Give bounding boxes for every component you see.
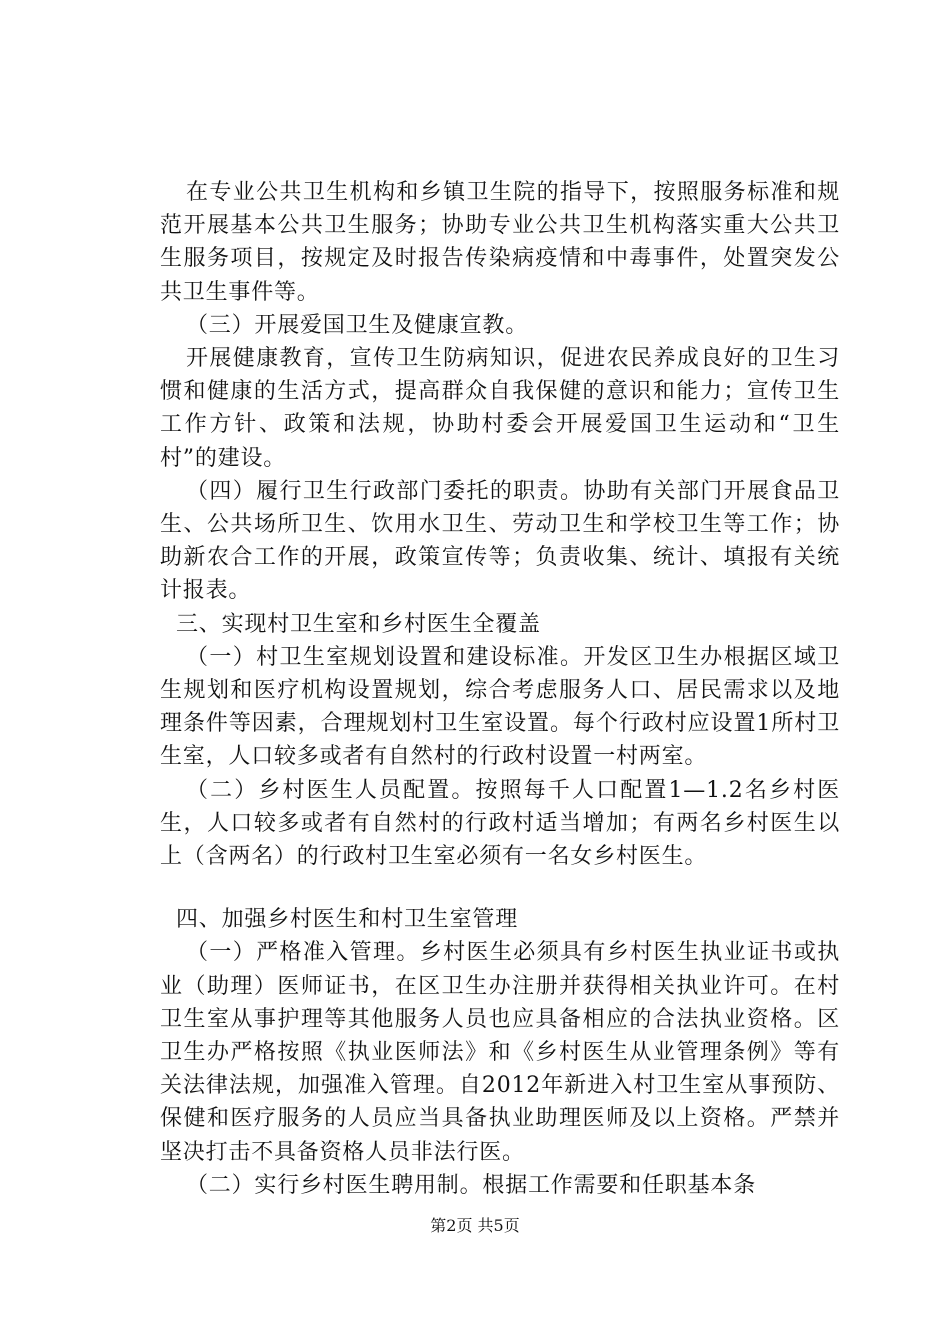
paragraph-section-4-delegated-duties: （四）履行卫生行政部门委托的职责。协助有关部门开展食品卫生、公共场所卫生、饮用水卫生、劳动卫生和学校卫生等工作；协助新农合工作的开展，政策宣传等；负责收集、统计、填报有关统计报表。 xyxy=(160,478,840,604)
paragraph-health-education: 开展健康教育，宣传卫生防病知识，促进农民养成良好的卫生习惯和健康的生活方式，提高群众自我保健的意识和能力；宣传卫生工作方针、政策和法规，协助村委会开展爱国卫生运动和“卫生村”的建设。 xyxy=(160,346,840,471)
heading-part-3-full-coverage: 三、实现村卫生室和乡村医生全覆盖 xyxy=(176,611,541,637)
paragraph-public-health-services: 在专业公共卫生机构和乡镇卫生院的指导下，按照服务标准和规范开展基本公共卫生服务；协助专业公共卫生机构落实重大公共卫生服务项目，按规定及时报告传染病疫情和中毒事件，处置突发公共卫生事件等。 xyxy=(160,180,840,305)
paragraph-clinic-planning: （一）村卫生室规划设置和建设标准。开发区卫生办根据区域卫生规划和医疗机构设置规划，综合考虑服务人口、居民需求以及地理条件等因素，合理规划村卫生室设置。每个行政村应设置1所村卫生室，人口较多或者有自然村的行政村设置一村两室。 xyxy=(160,644,840,770)
document-body xyxy=(160,176,840,1202)
paragraph-access-management: （一）严格准入管理。乡村医生必须具有乡村医生执业证书或执业（助理）医师证书，在区卫生办注册并获得相关执业许可。在村卫生室从事护理等其他服务人员也应具备相应的合法执业资格。区卫生办严格按照《执业医师法》和《乡村医生从业管理条例》等有关法律法规，加强准入管理。自2012年新进入村卫生室从事预防、保健和医疗服务的人员应当具备执业助理医师及以上资格。严禁并坚决打击不具备资格人员非法行医。 xyxy=(160,940,840,1165)
paragraph-section-3-patriotic-health: （三）开展爱国卫生及健康宣教。 xyxy=(186,312,529,338)
heading-part-4-management: 四、加强乡村医生和村卫生室管理 xyxy=(176,907,519,933)
paragraph-staffing: （二）乡村医生人员配置。按照每千人口配置1—1.2名乡村医生，人口较多或者有自然村的行政村适当增加；有两名乡村医生以上（含两名）的行政村卫生室必须有一名女乡村医生。 xyxy=(160,777,840,870)
paragraph-employment-system: （二）实行乡村医生聘用制。根据工作需要和任职基本条 xyxy=(186,1172,757,1198)
page-footer: 第2页 共5页 xyxy=(430,1216,520,1235)
